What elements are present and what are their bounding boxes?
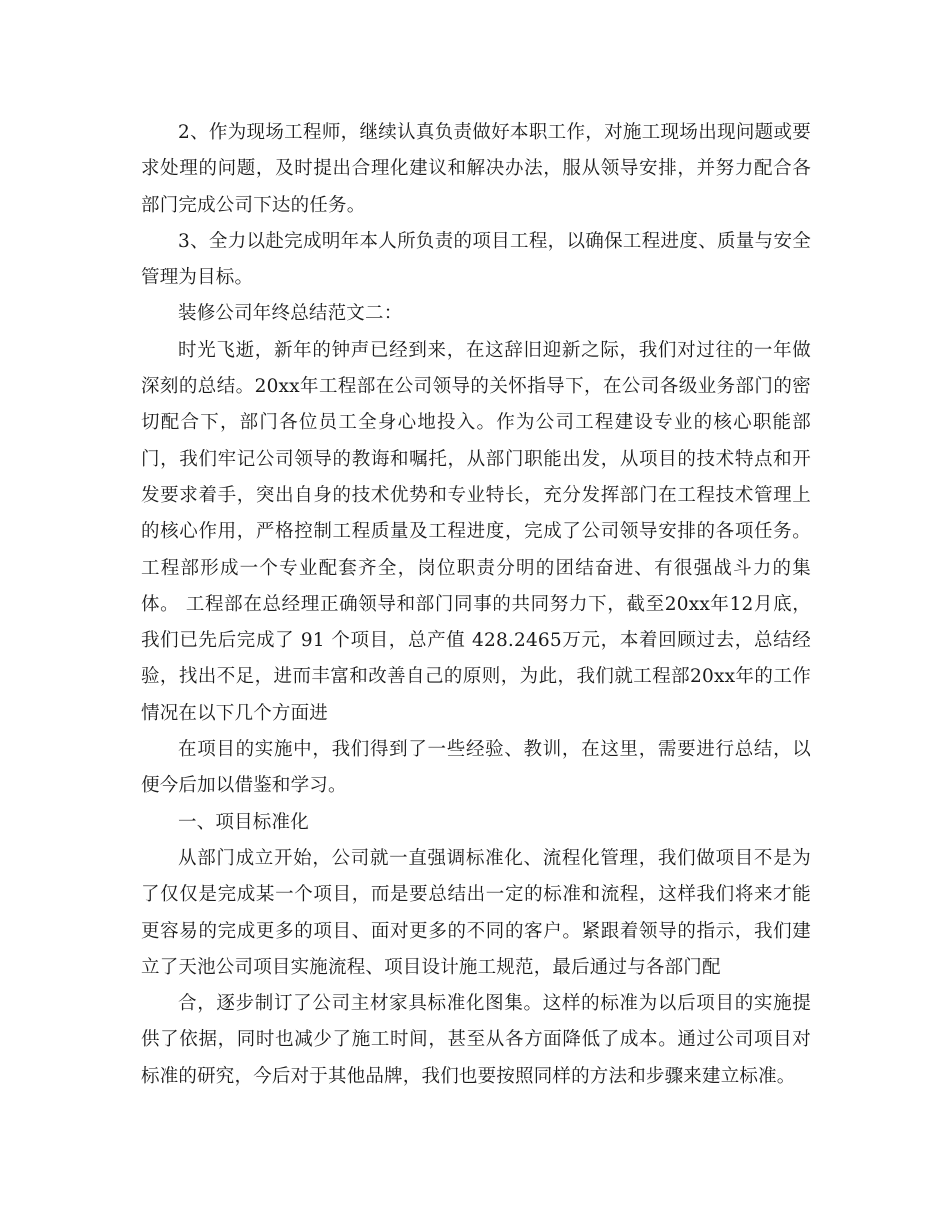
paragraph-summary-intro: 时光飞逝，新年的钟声已经到来，在这辞旧迎新之际，我们对过往的一年做深刻的总结。20xx年工程部在公司领导的关怀指导下，在公司各级业务部门的密切配合下，部门各位员工全身心地投入。作为公司工程建设专业的核心职能部门，我们牢记公司领导的教诲和嘱托，从部门职能出发，从项目的技术特点和开发要求着手，突出自身的技术优势和专业特长，充分发挥部门在工程技术管理上的核心作用，严格控制工程质量及工程进度，完成了公司领导安排的各项任务。工程部形成一个专业配套齐全，岗位职责分明的团结奋进、有很强战斗力的集体。 工程部在总经理正确领导和部门同事的共同努力下，截至20xx年12月底，我们已先后完成了 91 个项目，总产值 428.2465万元，本着回顾过去，总结经验，找出不足，进而丰富和改善自己的原则，为此，我们就工程部20xx年的工作情况在以下几个方面进 (141, 339, 811, 724)
paragraph-standardization: 从部门成立开始，公司就一直强调标准化、流程化管理，我们做项目不是为了仅仅是完成某一个项目，而是要总结出一定的标准和流程，这样我们将来才能更容易的完成更多的项目、面对更多的不同的客户。紧跟着领导的指示，我们建立了天池公司项目实施流程、项目设计施工规范，最后通过与各部门配 (141, 847, 811, 978)
section-heading-standardization: 一、项目标准化 (178, 811, 309, 833)
paragraph-standardization-continued: 合，逐步制订了公司主材家具标准化图集。这样的标准为以后项目的实施提供了依据，同时也减少了施工时间，甚至从各方面降低了成本。通过公司项目对标准的研究，今后对于其他品牌，我们也要按照同样的方法和步骤来建立标准。 (141, 993, 811, 1087)
paragraph-item-3: 3、全力以赴完成明年本人所负责的项目工程，以确保工程进度、质量与安全管理为目标。 (141, 230, 811, 289)
paragraph-item-2: 2、作为现场工程师，继续认真负责做好本职工作，对施工现场出现问题或要求处理的问题，及时提出合理化建议和解决办法，服从领导安排，并努力配合各部门完成公司下达的任务。 (141, 122, 811, 216)
document-body (141, 115, 811, 1095)
section-heading-example-two: 装修公司年终总结范文二： (178, 303, 403, 325)
paragraph-experience: 在项目的实施中，我们得到了一些经验、教训，在这里，需要进行总结，以便今后加以借鉴和学习。 (141, 739, 811, 797)
